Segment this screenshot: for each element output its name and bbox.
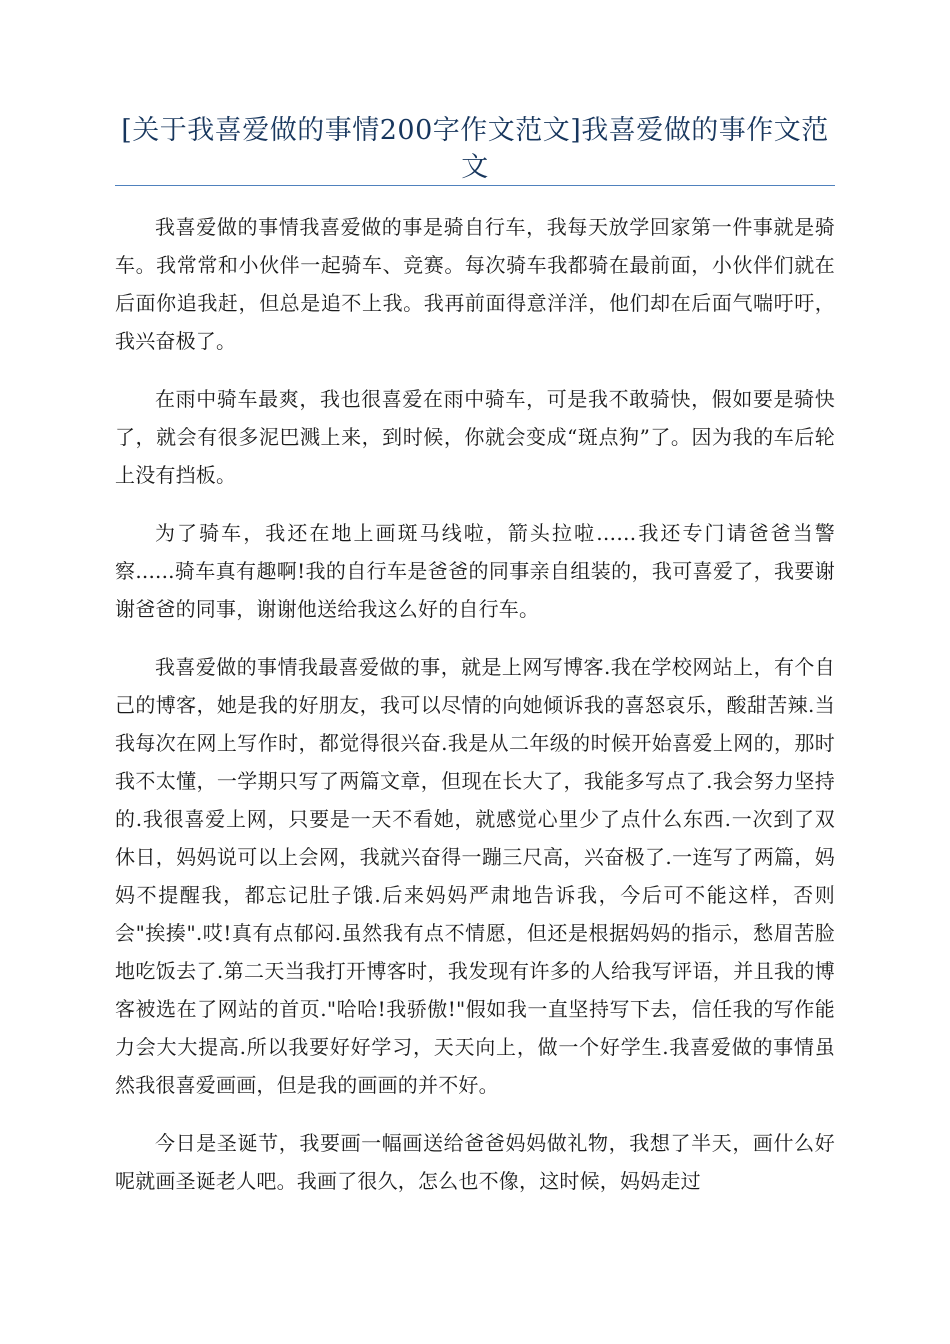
title-underline: [115, 185, 835, 186]
paragraph-2: 在雨中骑车最爽，我也很喜爱在雨中骑车，可是我不敢骑快，假如要是骑快了，就会有很多泥巴溅上来，到时候，你就会变成“斑点狗”了。因为我的车后轮上没有挡板。: [115, 387, 835, 487]
document-body: [115, 208, 835, 1220]
document-title: [关于我喜爱做的事情200字作文范文]我喜爱做的事作文范文: [121, 115, 829, 183]
paragraph-3: 为了骑车，我还在地上画斑马线啦，箭头拉啦……我还专门请爸爸当警察......骑车真有趣啊!我的自行车是爸爸的同事亲自组装的，我可喜爱了，我要谢谢爸爸的同事，谢谢他送给我这么好的自行车。: [115, 521, 835, 621]
paragraph-1: 我喜爱做的事情我喜爱做的事是骑自行车，我每天放学回家第一件事就是骑车。我常常和小伙伴一起骑车、竞赛。每次骑车我都骑在最前面，小伙伴们就在后面你追我赶，但总是追不上我。我再前面得意洋洋，他们却在后面气喘吁吁，我兴奋极了。: [115, 215, 835, 353]
title-block: [115, 112, 835, 186]
paragraph-5: 今日是圣诞节，我要画一幅画送给爸爸妈妈做礼物，我想了半天，画什么好呢就画圣诞老人吧。我画了很久，怎么也不像，这时候，妈妈走过: [115, 1131, 835, 1193]
paragraph-4: 我喜爱做的事情我最喜爱做的事，就是上网写博客.我在学校网站上，有个自己的博客，她是我的好朋友，我可以尽情的向她倾诉我的喜怒哀乐，酸甜苦辣.当我每次在网上写作时，都觉得很兴奋.我是从二年级的时候开始喜爱上网的，那时我不太懂，一学期只写了两篇文章，但现在长大了，我能多写点了.我会努力坚持的.我很喜爱上网，只要是一天不看她，就感觉心里少了点什么东西.一次到了双休日，妈妈说可以上会网，我就兴奋得一蹦三尺高，兴奋极了.一连写了两篇，妈妈不提醒我，都忘记肚子饿.后来妈妈严肃地告诉我，今后可不能这样，否则会"挨揍".哎!真有点郁闷.虽然我有点不情愿，但还是根据妈妈的指示，愁眉苦脸地吃饭去了.第二天当我打开博客时，我发现有许多的人给我写评语，并且我的博客被选在了网站的首页."哈哈!我骄傲!"假如我一直坚持写下去，信任我的写作能力会大大提高.所以我要好好学习，天天向上，做一个好学生.我喜爱做的事情虽然我很喜爱画画，但是我的画画的并不好。: [115, 655, 835, 1097]
